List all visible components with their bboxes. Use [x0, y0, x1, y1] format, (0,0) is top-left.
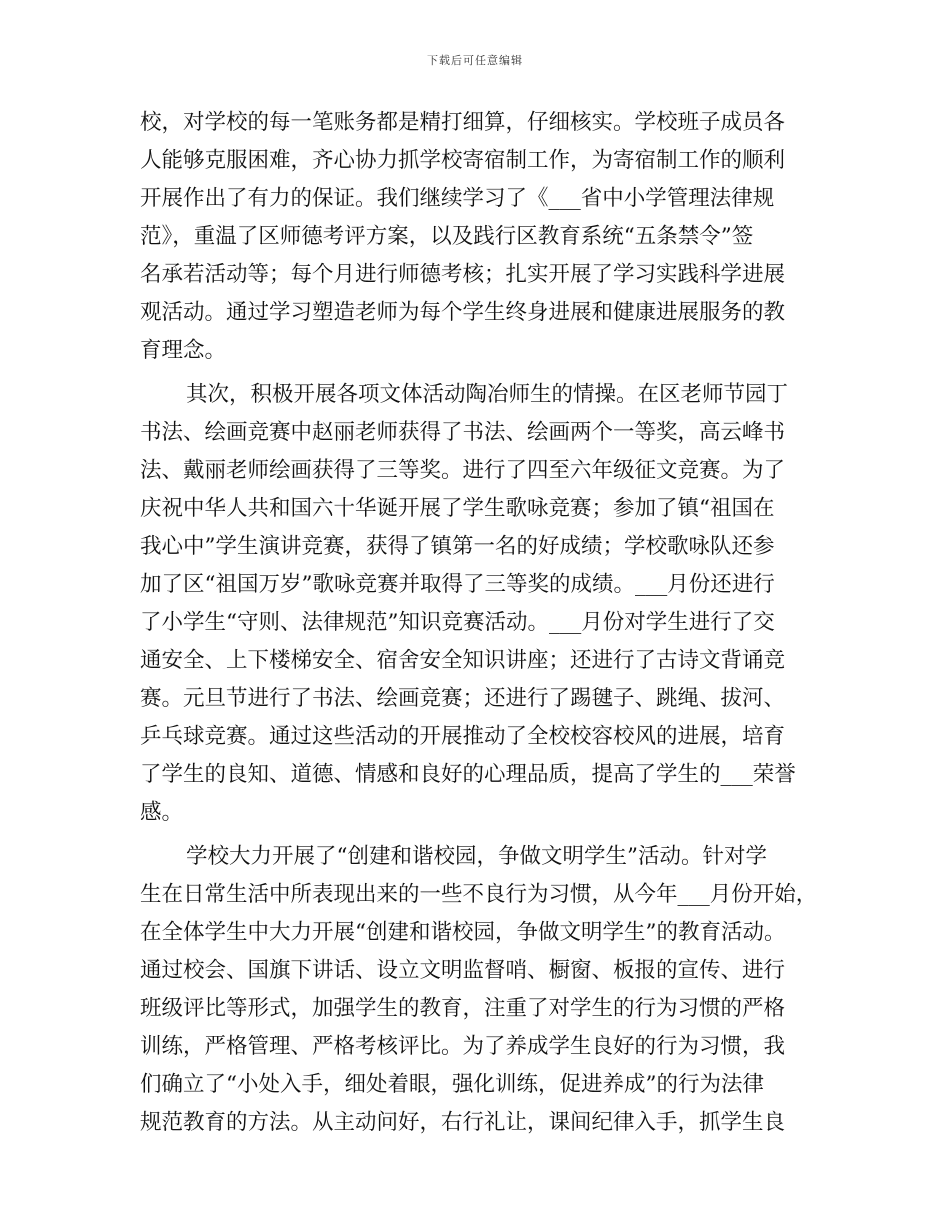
- text-line: 感。: [140, 800, 184, 825]
- text-line: 观活动。通过学习塑造老师为每个学生终身进展和健康进展服务的教: [140, 300, 786, 325]
- paragraph-3: [140, 838, 820, 1142]
- text-line: 其次，积极开展各项文体活动陶冶师生的情操。在区老师节园丁: [186, 382, 789, 407]
- text-line: 育理念。: [140, 338, 227, 363]
- text-line: 学校大力开展了“创建和谐校园，争做文明学生”活动。针对学: [186, 844, 767, 869]
- text-line: 生在日常生活中所表现出来的一些不良行为习惯，从今年___月份开始，: [140, 882, 818, 907]
- text-line: 开展作出了有力的保证。我们继续学习了《___省中小学管理法律规: [140, 186, 775, 211]
- paragraph-1: [140, 104, 820, 370]
- text-line: 庆祝中华人共和国六十华诞开展了学生歌咏竞赛；参加了镇“祖国在: [140, 496, 775, 521]
- paragraph-2: [140, 376, 820, 832]
- text-line: 通安全、上下楼梯安全、宿舍安全知识讲座；还进行了古诗文背诵竞: [140, 648, 786, 673]
- text-line: 训练，严格管理、严格考核评比。为了养成学生良好的行为习惯，我: [140, 1034, 786, 1059]
- text-line: 乒乓球竞赛。通过这些活动的开展推动了全校校容校风的进展，培育: [140, 724, 786, 749]
- header-note: 下载后可任意编辑: [427, 54, 523, 67]
- text-line: 了小学生“守则、法律规范”知识竞赛活动。___月份对学生进行了交: [140, 610, 775, 635]
- text-line: 法、戴丽老师绘画获得了三等奖。进行了四至六年级征文竞赛。为了: [140, 458, 786, 483]
- text-line: 我心中”学生演讲竞赛，获得了镇第一名的好成绩；学校歌咏队还参: [140, 534, 775, 559]
- document-body: [140, 104, 820, 1142]
- text-line: 班级评比等形式，加强学生的教育，注重了对学生的行为习惯的严格: [140, 996, 786, 1021]
- text-line: 赛。元旦节进行了书法、绘画竞赛；还进行了踢毽子、跳绳、拔河、: [140, 686, 786, 711]
- text-line: 范》，重温了区师德考评方案，以及践行区教育系统“五条禁令”签: [140, 224, 754, 249]
- text-line: 了学生的良知、道德、情感和良好的心理品质，提高了学生的___荣誉: [140, 762, 796, 787]
- text-line: 在全体学生中大力开展“创建和谐校园，争做文明学生”的教育活动。: [140, 920, 786, 945]
- text-line: 名承若活动等；每个月进行师德考核；扎实开展了学习实践科学进展: [140, 262, 786, 287]
- text-line: 规范教育的方法。从主动问好，右行礼让，课间纪律入手，抓学生良: [140, 1110, 786, 1135]
- text-line: 书法、绘画竞赛中赵丽老师获得了书法、绘画两个一等奖，高云峰书: [140, 420, 786, 445]
- text-line: 校，对学校的每一笔账务都是精打细算，仔细核实。学校班子成员各: [140, 110, 786, 135]
- text-line: 加了区“祖国万岁”歌咏竞赛并取得了三等奖的成绩。___月份还进行: [140, 572, 775, 597]
- text-line: 们确立了“小处入手，细处着眼，强化训练，促进养成”的行为法律: [140, 1072, 764, 1097]
- text-line: 通过校会、国旗下讲话、设立文明监督哨、橱窗、板报的宣传、进行: [140, 958, 786, 983]
- text-line: 人能够克服困难，齐心协力抓学校寄宿制工作，为寄宿制工作的顺利: [140, 148, 786, 173]
